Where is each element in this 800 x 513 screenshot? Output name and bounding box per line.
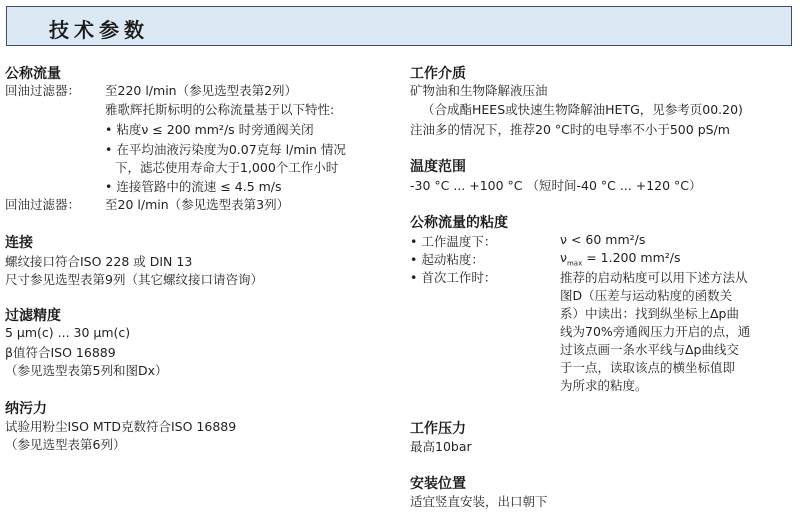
temperature-heading: 温度范围: [410, 159, 466, 175]
viscosity-row-3-label: • 首次工作时：: [410, 270, 497, 285]
viscosity-row-2-value: $\nu_{max} = 1.200$ mm²/s: [560, 250, 681, 268]
return-filter-2-label: 回油过滤器：: [5, 197, 81, 212]
dirt-capacity-heading: 纳污力: [5, 401, 47, 417]
bullet-flow-speed: • 连接管路中的流速 ≤ 4.5 m/s: [105, 179, 282, 194]
medium-heading: 工作介质: [410, 66, 466, 82]
filtration-heading: 过滤精度: [5, 308, 61, 324]
medium-line-1: 矿物油和生物降解液压油: [410, 83, 548, 98]
viscosity-row-2-label: • 起动粘度：: [410, 252, 484, 267]
viscosity-heading: 公称流量的粘度: [410, 215, 508, 231]
viscosity-row-3-line: 于一点，读取该点的横坐标值即: [560, 360, 736, 375]
connection-line-1: 螺纹接口符合ISO 228 或 DIN 13: [5, 254, 193, 269]
bullet-viscosity: • 粘度ν ≤ 200 mm²/s 时旁通阀关闭: [105, 122, 314, 137]
bullet-contamination: • 在平均油液污染度为0.07克每 l/min 情况: [105, 142, 346, 157]
dirt-capacity-line-2: （参见选型表第6列）: [5, 437, 126, 452]
return-filter-1-label: 回油过滤器：: [5, 83, 81, 98]
title-banner: [6, 6, 792, 46]
pressure-heading: 工作压力: [410, 421, 466, 437]
medium-line-3: 注油多的情况下，推荐20 °C时的电导率不小于500 pS/m: [410, 122, 730, 137]
viscosity-row-3-line: 系）中读出：找到纵坐标上Δp曲: [560, 306, 739, 321]
filtration-line-3: （参见选型表第5列和图Dx）: [5, 363, 168, 378]
medium-line-2: （合成酯HEES或快速生物降解油HETG，见参考页00.20): [422, 102, 743, 117]
pressure-line-1: 最高10bar: [410, 439, 472, 454]
viscosity-row-3-line: 线为70%旁通阀压力开启的点，通: [560, 324, 751, 339]
viscosity-row-3-line: 过该点画一条水平线与Δp曲线交: [560, 342, 739, 357]
bullet-contamination-cont: 下，滤芯使用寿命大于1,000个工作小时: [115, 160, 339, 175]
basis-intro: 雅歌辉托斯标明的公称流量基于以下特性:: [105, 102, 335, 117]
installation-heading: 安装位置: [410, 476, 466, 492]
connection-line-2: 尺寸参见选型表第9列（其它螺纹接口请咨询）: [5, 272, 263, 287]
dirt-capacity-line-1: 试验用粉尘ISO MTD克数符合ISO 16889: [5, 419, 237, 434]
filtration-line-2: β值符合ISO 16889: [5, 345, 116, 360]
viscosity-row-1-value: ν < 60 mm²/s: [560, 232, 646, 247]
connection-heading: 连接: [5, 235, 33, 251]
nominal-flow-heading: 公称流量: [5, 66, 61, 82]
return-filter-2-value: 至20 l/min（参见选型表第3列）: [105, 197, 290, 212]
page-title: 技术参数: [49, 18, 149, 42]
viscosity-row-3-line: 为所求的粘度。: [560, 378, 648, 393]
viscosity-row-3-line: 图D（压差与运动粘度的函数关: [560, 288, 733, 303]
viscosity-row-1-label: • 工作温度下：: [410, 234, 497, 249]
return-filter-1-value: 至220 l/min（参见选型表第2列）: [105, 83, 298, 98]
temperature-line-1: -30 °C ... +100 °C （短时间-40 °C ... +120 °C）: [410, 178, 702, 193]
installation-line-1: 适宜竖直安装，出口朝下: [410, 494, 548, 509]
filtration-line-1: 5 µm(c) ... 30 µm(c): [5, 325, 131, 340]
viscosity-row-3-line: 推荐的启动粘度可以用下述方法从: [560, 270, 748, 285]
